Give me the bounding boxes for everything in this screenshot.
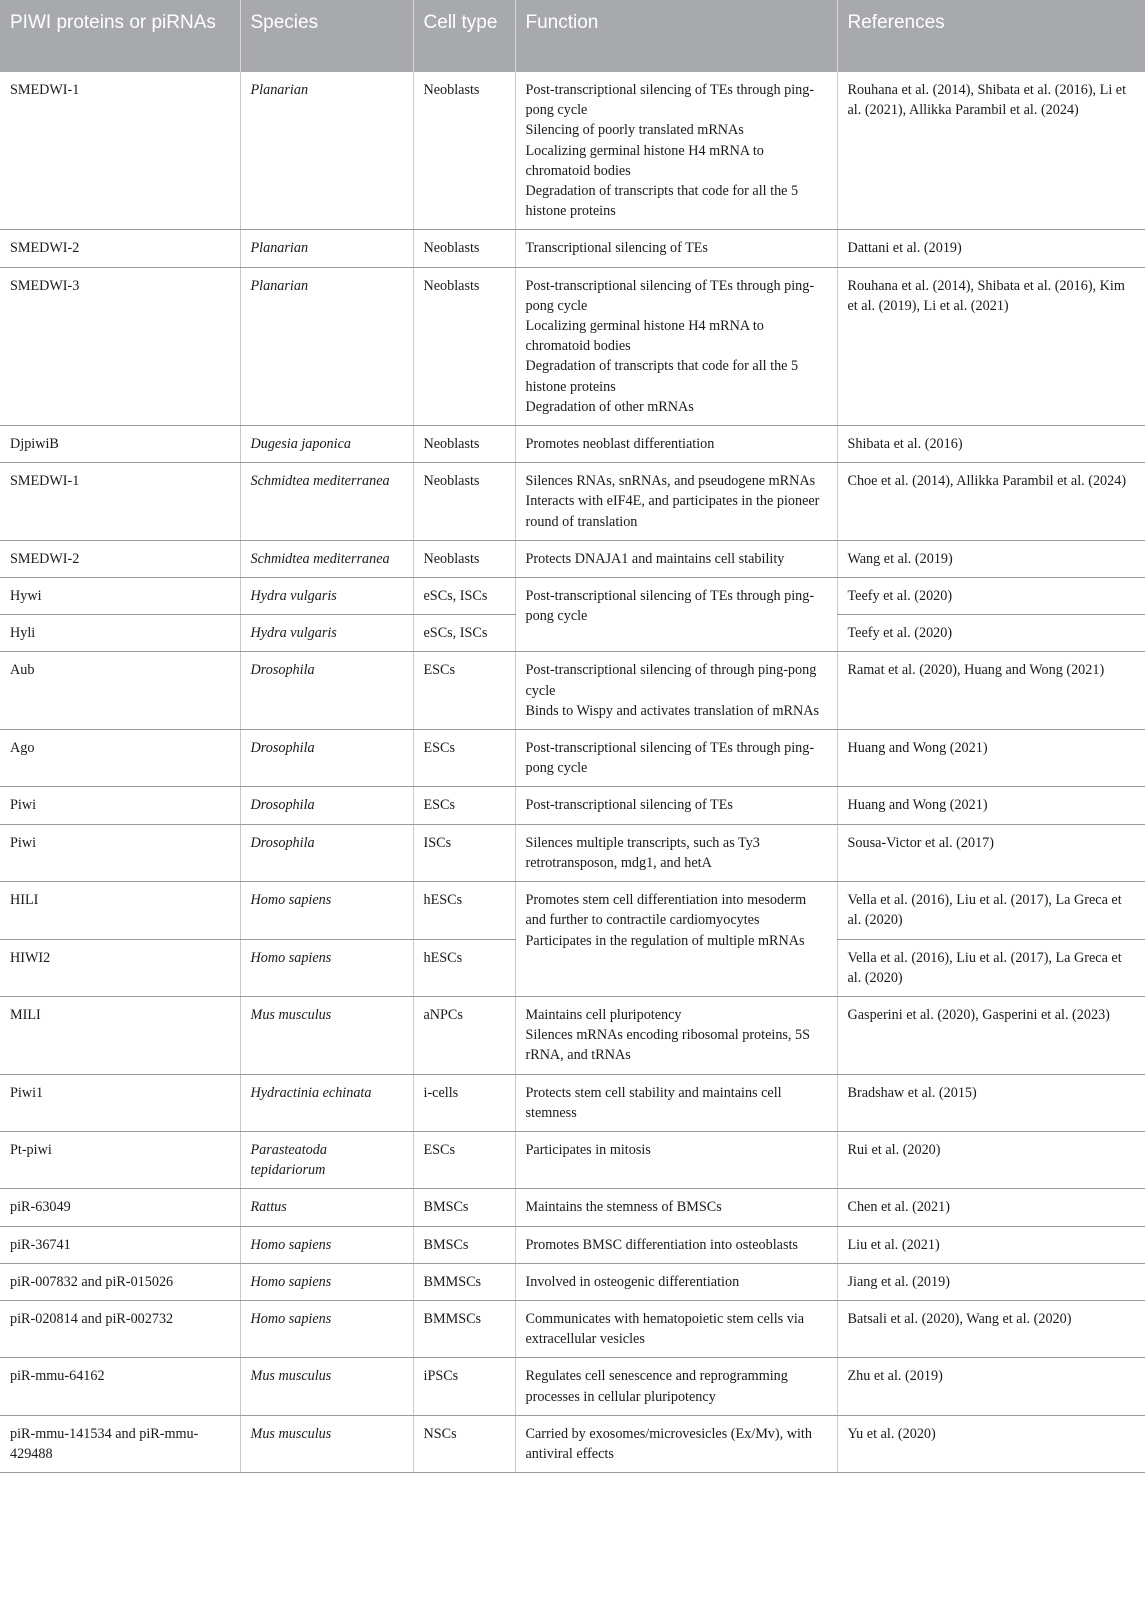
cell-function bbox=[515, 1226, 837, 1263]
table-row bbox=[0, 230, 1145, 267]
cell-protein: Hywi bbox=[0, 578, 240, 615]
cell-species: Hydractinia echinata bbox=[240, 1074, 413, 1131]
table-row bbox=[0, 1226, 1145, 1263]
cell-protein: Aub bbox=[0, 652, 240, 730]
cell-function bbox=[515, 882, 837, 997]
cell-references: Sousa-Victor et al. (2017) bbox=[837, 824, 1145, 881]
cell-function bbox=[515, 1358, 837, 1415]
function-line: Maintains the stemness of BMSCs bbox=[525, 1199, 722, 1216]
cell-function bbox=[515, 540, 837, 577]
cell-protein: HILI bbox=[0, 882, 240, 939]
cell-cell-type: Neoblasts bbox=[413, 463, 515, 541]
function-line: Degradation of transcripts that code for all the 5 histone proteins bbox=[525, 183, 799, 220]
cell-species: Homo sapiens bbox=[240, 939, 413, 996]
function-line: Post-transcriptional silencing of TEs through ping-pong cycle bbox=[525, 588, 815, 625]
cell-references: Rouhana et al. (2014), Shibata et al. (2016), Li et al. (2021), Allikka Parambil et al. (2024) bbox=[837, 72, 1145, 230]
cell-protein: Piwi bbox=[0, 824, 240, 881]
cell-function bbox=[515, 1263, 837, 1300]
cell-function bbox=[515, 730, 837, 787]
cell-cell-type: iPSCs bbox=[413, 1358, 515, 1415]
cell-references: Dattani et al. (2019) bbox=[837, 230, 1145, 267]
table-row bbox=[0, 72, 1145, 230]
cell-species: Drosophila bbox=[240, 787, 413, 824]
function-line: Regulates cell senescence and reprogramming processes in cellular pluripotency bbox=[525, 1368, 788, 1405]
table-row bbox=[0, 1263, 1145, 1300]
cell-references: Rui et al. (2020) bbox=[837, 1131, 1145, 1188]
cell-protein: Piwi bbox=[0, 787, 240, 824]
cell-species: Homo sapiens bbox=[240, 1300, 413, 1357]
cell-cell-type: Neoblasts bbox=[413, 540, 515, 577]
cell-protein: piR-020814 and piR-002732 bbox=[0, 1300, 240, 1357]
cell-cell-type: BMMSCs bbox=[413, 1300, 515, 1357]
cell-cell-type: BMSCs bbox=[413, 1226, 515, 1263]
cell-species: Homo sapiens bbox=[240, 1226, 413, 1263]
cell-protein: piR-36741 bbox=[0, 1226, 240, 1263]
cell-species: Planarian bbox=[240, 72, 413, 230]
cell-cell-type: aNPCs bbox=[413, 996, 515, 1074]
cell-species: Homo sapiens bbox=[240, 882, 413, 939]
function-line: Protects DNAJA1 and maintains cell stability bbox=[525, 550, 785, 567]
cell-references: Huang and Wong (2021) bbox=[837, 787, 1145, 824]
cell-protein: SMEDWI-2 bbox=[0, 540, 240, 577]
cell-species: Parasteatoda tepidariorum bbox=[240, 1131, 413, 1188]
cell-species: Planarian bbox=[240, 267, 413, 425]
header-row bbox=[0, 0, 1145, 72]
cell-references: Chen et al. (2021) bbox=[837, 1189, 1145, 1226]
cell-cell-type: ESCs bbox=[413, 787, 515, 824]
cell-cell-type: Neoblasts bbox=[413, 267, 515, 425]
function-line: Participates in mitosis bbox=[525, 1141, 651, 1158]
function-line: Degradation of other mRNAs bbox=[525, 398, 694, 415]
cell-cell-type: eSCs, ISCs bbox=[413, 615, 515, 652]
cell-species: Schmidtea mediterranea bbox=[240, 540, 413, 577]
cell-species: Drosophila bbox=[240, 730, 413, 787]
cell-references: Ramat et al. (2020), Huang and Wong (2021) bbox=[837, 652, 1145, 730]
header-cell-type: Cell type bbox=[413, 0, 515, 72]
function-line: Degradation of transcripts that code for all the 5 histone proteins bbox=[525, 358, 799, 395]
cell-references: Shibata et al. (2016) bbox=[837, 426, 1145, 463]
cell-protein: DjpiwiB bbox=[0, 426, 240, 463]
cell-species: Hydra vulgaris bbox=[240, 615, 413, 652]
cell-cell-type: BMSCs bbox=[413, 1189, 515, 1226]
cell-function bbox=[515, 230, 837, 267]
function-line: Post-transcriptional silencing of TEs through ping-pong cycle bbox=[525, 740, 815, 777]
cell-function bbox=[515, 1074, 837, 1131]
function-line: Silences RNAs, snRNAs, and pseudogene mRNAs bbox=[525, 473, 816, 490]
cell-function bbox=[515, 1415, 837, 1472]
cell-references: Wang et al. (2019) bbox=[837, 540, 1145, 577]
table-row bbox=[0, 463, 1145, 541]
table-row bbox=[0, 996, 1145, 1074]
function-line: Transcriptional silencing of TEs bbox=[525, 240, 708, 257]
cell-references: Yu et al. (2020) bbox=[837, 1415, 1145, 1472]
cell-protein: SMEDWI-1 bbox=[0, 72, 240, 230]
cell-references: Jiang et al. (2019) bbox=[837, 1263, 1145, 1300]
cell-references: Rouhana et al. (2014), Shibata et al. (2016), Kim et al. (2019), Li et al. (2021) bbox=[837, 267, 1145, 425]
cell-species: Mus musculus bbox=[240, 996, 413, 1074]
function-line: Post-transcriptional silencing of TEs bbox=[525, 797, 733, 814]
cell-references: Bradshaw et al. (2015) bbox=[837, 1074, 1145, 1131]
function-line: Promotes neoblast differentiation bbox=[525, 436, 715, 453]
cell-protein: Ago bbox=[0, 730, 240, 787]
table-row bbox=[0, 1131, 1145, 1188]
cell-references: Teefy et al. (2020) bbox=[837, 615, 1145, 652]
cell-references: Gasperini et al. (2020), Gasperini et al. (2023) bbox=[837, 996, 1145, 1074]
cell-protein: piR-mmu-64162 bbox=[0, 1358, 240, 1415]
function-line: Maintains cell pluripotency bbox=[525, 1006, 682, 1023]
cell-references: Zhu et al. (2019) bbox=[837, 1358, 1145, 1415]
cell-cell-type: i-cells bbox=[413, 1074, 515, 1131]
table-row bbox=[0, 652, 1145, 730]
cell-function bbox=[515, 578, 837, 652]
cell-protein: piR-007832 and piR-015026 bbox=[0, 1263, 240, 1300]
cell-protein: SMEDWI-2 bbox=[0, 230, 240, 267]
cell-species: Mus musculus bbox=[240, 1358, 413, 1415]
cell-function bbox=[515, 787, 837, 824]
function-line: Participates in the regulation of multiple mRNAs bbox=[525, 932, 805, 949]
table-body bbox=[0, 72, 1145, 1473]
cell-species: Drosophila bbox=[240, 652, 413, 730]
cell-cell-type: hESCs bbox=[413, 939, 515, 996]
function-line: Involved in osteogenic differentiation bbox=[525, 1273, 740, 1290]
cell-cell-type: ESCs bbox=[413, 730, 515, 787]
cell-protein: SMEDWI-3 bbox=[0, 267, 240, 425]
function-line: Localizing germinal histone H4 mRNA to chromatoid bodies bbox=[525, 318, 764, 355]
function-line: Post-transcriptional silencing of through ping-pong cycle bbox=[525, 662, 817, 699]
table-row bbox=[0, 882, 1145, 939]
cell-function bbox=[515, 267, 837, 425]
function-line: Promotes BMSC differentiation into osteoblasts bbox=[525, 1236, 798, 1253]
function-line: Localizing germinal histone H4 mRNA to chromatoid bodies bbox=[525, 142, 764, 179]
cell-references: Choe et al. (2014), Allikka Parambil et al. (2024) bbox=[837, 463, 1145, 541]
cell-function bbox=[515, 1131, 837, 1188]
cell-protein: Hyli bbox=[0, 615, 240, 652]
table-row bbox=[0, 1189, 1145, 1226]
table-row bbox=[0, 267, 1145, 425]
cell-cell-type: Neoblasts bbox=[413, 72, 515, 230]
cell-function bbox=[515, 426, 837, 463]
cell-cell-type: ESCs bbox=[413, 1131, 515, 1188]
cell-references: Huang and Wong (2021) bbox=[837, 730, 1145, 787]
cell-cell-type: eSCs, ISCs bbox=[413, 578, 515, 615]
cell-protein: SMEDWI-1 bbox=[0, 463, 240, 541]
cell-function bbox=[515, 996, 837, 1074]
cell-cell-type: ISCs bbox=[413, 824, 515, 881]
cell-cell-type: Neoblasts bbox=[413, 426, 515, 463]
cell-function bbox=[515, 652, 837, 730]
function-line: Interacts with eIF4E, and participates in the pioneer round of translation bbox=[525, 493, 820, 530]
cell-function bbox=[515, 463, 837, 541]
table-row bbox=[0, 824, 1145, 881]
cell-species: Dugesia japonica bbox=[240, 426, 413, 463]
function-line: Protects stem cell stability and maintains cell stemness bbox=[525, 1084, 782, 1121]
header-references: References bbox=[837, 0, 1145, 72]
cell-species: Hydra vulgaris bbox=[240, 578, 413, 615]
function-line: Post-transcriptional silencing of TEs through ping-pong cycle bbox=[525, 82, 815, 119]
table-row bbox=[0, 540, 1145, 577]
cell-cell-type: hESCs bbox=[413, 882, 515, 939]
function-line: Silences multiple transcripts, such as Ty3 retrotransposon, mdg1, and hetA bbox=[525, 834, 760, 871]
table-row bbox=[0, 1074, 1145, 1131]
cell-protein: HIWI2 bbox=[0, 939, 240, 996]
cell-protein: Pt-piwi bbox=[0, 1131, 240, 1188]
function-line: Post-transcriptional silencing of TEs through ping-pong cycle bbox=[525, 277, 815, 314]
cell-species: Schmidtea mediterranea bbox=[240, 463, 413, 541]
cell-protein: piR-mmu-141534 and piR-mmu-429488 bbox=[0, 1415, 240, 1472]
cell-function bbox=[515, 72, 837, 230]
table-row bbox=[0, 1358, 1145, 1415]
cell-species: Drosophila bbox=[240, 824, 413, 881]
table-row bbox=[0, 730, 1145, 787]
cell-protein: piR-63049 bbox=[0, 1189, 240, 1226]
table-row bbox=[0, 1300, 1145, 1357]
cell-cell-type: ESCs bbox=[413, 652, 515, 730]
function-line: Silencing of poorly translated mRNAs bbox=[525, 122, 744, 139]
cell-protein: MILI bbox=[0, 996, 240, 1074]
cell-cell-type: BMMSCs bbox=[413, 1263, 515, 1300]
cell-references: Liu et al. (2021) bbox=[837, 1226, 1145, 1263]
cell-references: Batsali et al. (2020), Wang et al. (2020) bbox=[837, 1300, 1145, 1357]
cell-species: Planarian bbox=[240, 230, 413, 267]
cell-function bbox=[515, 1300, 837, 1357]
cell-species: Homo sapiens bbox=[240, 1263, 413, 1300]
function-line: Promotes stem cell differentiation into mesoderm and further to contractile cardiomyocytes bbox=[525, 892, 807, 929]
header-species: Species bbox=[240, 0, 413, 72]
function-line: Binds to Wispy and activates translation of mRNAs bbox=[525, 702, 820, 719]
table-row bbox=[0, 787, 1145, 824]
table-row bbox=[0, 426, 1145, 463]
table-row bbox=[0, 578, 1145, 615]
cell-cell-type: Neoblasts bbox=[413, 230, 515, 267]
cell-species: Mus musculus bbox=[240, 1415, 413, 1472]
header-protein: PIWI proteins or piRNAs bbox=[0, 0, 240, 72]
table-row bbox=[0, 1415, 1145, 1472]
cell-function bbox=[515, 824, 837, 881]
cell-references: Teefy et al. (2020) bbox=[837, 578, 1145, 615]
cell-references: Vella et al. (2016), Liu et al. (2017), La Greca et al. (2020) bbox=[837, 882, 1145, 939]
function-line: Communicates with hematopoietic stem cells via extracellular vesicles bbox=[525, 1310, 805, 1348]
cell-protein: Piwi1 bbox=[0, 1074, 240, 1131]
function-line: Carried by exosomes/microvesicles (Ex/Mv), with antiviral effects bbox=[525, 1425, 812, 1462]
cell-species: Rattus bbox=[240, 1189, 413, 1226]
function-line: Silences mRNAs encoding ribosomal proteins, 5S rRNA, and tRNAs bbox=[525, 1027, 811, 1064]
cell-cell-type: NSCs bbox=[413, 1415, 515, 1472]
cell-references: Vella et al. (2016), Liu et al. (2017), La Greca et al. (2020) bbox=[837, 939, 1145, 996]
cell-function bbox=[515, 1189, 837, 1226]
header-function: Function bbox=[515, 0, 837, 72]
